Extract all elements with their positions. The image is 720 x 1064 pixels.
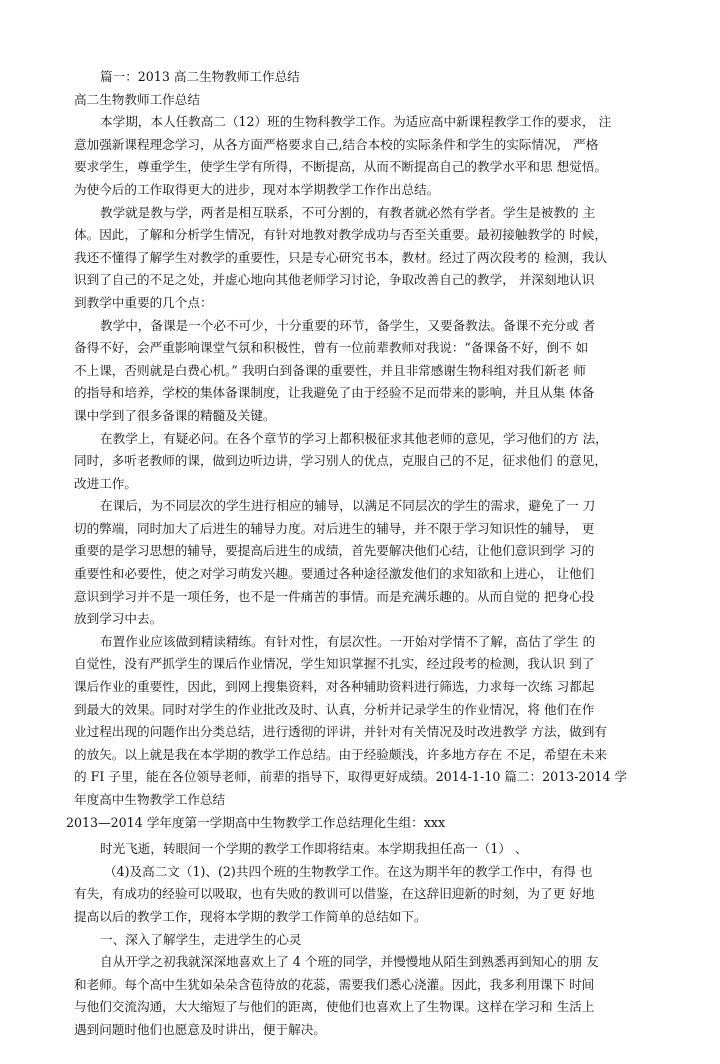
text-line: （4)及高二文（1)、(2)共四个班的生物教学工作。在这为期半年的教学工作中，有得 也 (104, 863, 593, 879)
text-line: 2013—2014 学年度第一学期高中生物教学工作总结理化生组：xxx (66, 814, 446, 830)
text-line: 在课后，为不同层次的学生进行相应的辅导，以满足不同层次的学生的需求，避免了一 刀 (100, 498, 596, 514)
text-line: 的 FI 子里，能在各位领导老师，前辈的指导下，取得更好成绩。2014-1-10 篇二：2013-2014 学 (74, 769, 628, 785)
text-line: 业过程出现的问题作出分类总结，进行透彻的评讲，并针对有关情况及时改进教学 方法，做到有 (74, 724, 607, 740)
text-line: 在教学上，有疑必问。在各个章节的学习上都积极征求其他老师的意见，学习他们的方 法， (100, 430, 608, 446)
text-line: 同时，多听老教师的课，做到边听边讲，学习别人的优点，克服自己的不足，征求他们 的意见， (74, 453, 607, 469)
text-line: 布置作业应该做到精读精练。有针对性，有层次性。一开始对学情不了解，高估了学生 的 (100, 633, 596, 649)
text-line: 为使今后的工作取得更大的进步，现对本学期教学工作作出总结。 (74, 181, 440, 197)
text-line: 改进工作。 (74, 475, 137, 491)
text-line: 到最大的效果。同时对学生的作业批改及时、认真，分析并记录学生的作业情况，将 他们在作 (74, 701, 595, 717)
text-line: 课后作业的重要性，因此，到网上搜集资料，对各种辅助资料进行筛选，力求每一次练 习都起 (74, 679, 595, 695)
text-line: 篇一：2013 高二生物教师工作总结 (100, 69, 300, 84)
text-line: 遇到问题时他们也愿意及时讲出，便于解决。 (74, 1021, 326, 1037)
text-line: 不上课，否则就是白费心机。” 我明白到备课的重要性，并且非常感谢生物科组对我们新老 师 (74, 362, 586, 378)
text-line: 重要性和必要性，使之对学习萌发兴趣。要通过各种途径激发他们的求知欲和上进心， 让他们 (74, 566, 595, 582)
text-line: 切的弊端，同时加大了后进生的辅导力度。对后进生的辅导，并不限于学习知识性的辅导， 更 (74, 520, 595, 536)
text-line: 的指导和培养，学校的集体备课制度，让我避免了由于经验不足而带来的影响，并且从集 体备 (74, 385, 595, 401)
text-line: 高二生物教师工作总结 (74, 91, 200, 107)
text-line: 我还不懂得了解学生对教学的重要性，只是专心研究书本，教材。经过了两次段考的 检测，我认 (74, 249, 607, 265)
text-line: 放到学习中去。 (74, 611, 163, 627)
text-line: 重要的是学习思想的辅导，要提高后进生的成绩，首先要解决他们心结，让他们意识到学 习的 (74, 543, 595, 559)
text-line: 教学中，备课是一个必不可少，十分重要的环节，备学生，又要备教法。备课不充分或 者 (100, 317, 596, 333)
text-line: 自从开学之初我就深深地喜欢上了 4 个班的同学，并慢慢地从陌生到熟悉再到知心的朋 友 (100, 954, 599, 970)
text-line: 有失，有成功的经验可以吸取，也有失败的教训可以借鉴，在这辞旧迎新的时刻，为了更 好地 (74, 886, 595, 902)
text-line: 体。因此，了解和分析学生情况，有针对地教对教学成功与否至关重要。最初接触教学的 时候， (74, 227, 607, 243)
text-line: 本学期，本人任教高二（12）班的生物科教学工作。为适应高中新课程教学工作的要求， 注 (100, 114, 612, 130)
text-line: 提高以后的教学工作，现将本学期的教学工作简单的总结如下。 (74, 908, 427, 924)
text-line: 年度高中生物教学工作总结 (74, 792, 226, 807)
text-line: 识到了自己的不足之处，并虚心地向其他老师学习讨论，争取改善自己的教学， 并深刻地认识 (74, 272, 595, 288)
text-line: 意加强新课程理念学习，从各方面严格要求自己,结合本校的实际条件和学生的实际情况， 严格 (74, 136, 599, 152)
text-line: 与他们交流沟通，大大缩短了与他们的距离，使他们也喜欢上了生物课。这样在学习和 生活上 (74, 999, 595, 1015)
text-line: 教学就是教与学，两者是相互联系，不可分割的，有教者就必然有学者。学生是被教的 主 (100, 204, 596, 220)
text-line: 备得不好，会严重影响课堂气氛和积极性，曾有一位前辈教师对我说：“备课备不好，倒不 如 (74, 340, 589, 356)
text-line: 意识到学习并不是一项任务，也不是一件痛苦的事情。而是充满乐趣的。从而自觉的 把身心投 (74, 588, 595, 604)
text-line: 和老师。每个高中生犹如朵朵含苞待放的花蕊，需要我们悉心浇灌。因此，我多利用课下 时间 (74, 976, 595, 992)
text-line: 课中学到了很多备课的精髓及关键。 (74, 407, 276, 423)
text-line: 自觉性，没有严抓学生的课后作业情况，学生知识掌握不扎实，经过段考的检测，我认识 到了 (74, 656, 595, 672)
text-line: 到教学中重要的几个点： (74, 294, 213, 310)
text-line: 时光飞逝，转眼间一个学期的教学工作即将结束。本学期我担任高一（1） 、 (100, 841, 528, 857)
text-line: 要求学生，尊重学生，使学生学有所得，不断提高，从而不断提高自己的教学水平和思 想觉悟。 (74, 159, 607, 175)
text-line: 一、深入了解学生，走进学生的心灵 (100, 931, 302, 947)
document-page (66, 66, 654, 1042)
text-line: 的放矢。以上就是我在本学期的教学工作总结。由于经验颇浅，许多地方存在 不足，希望在未来 (74, 746, 607, 762)
